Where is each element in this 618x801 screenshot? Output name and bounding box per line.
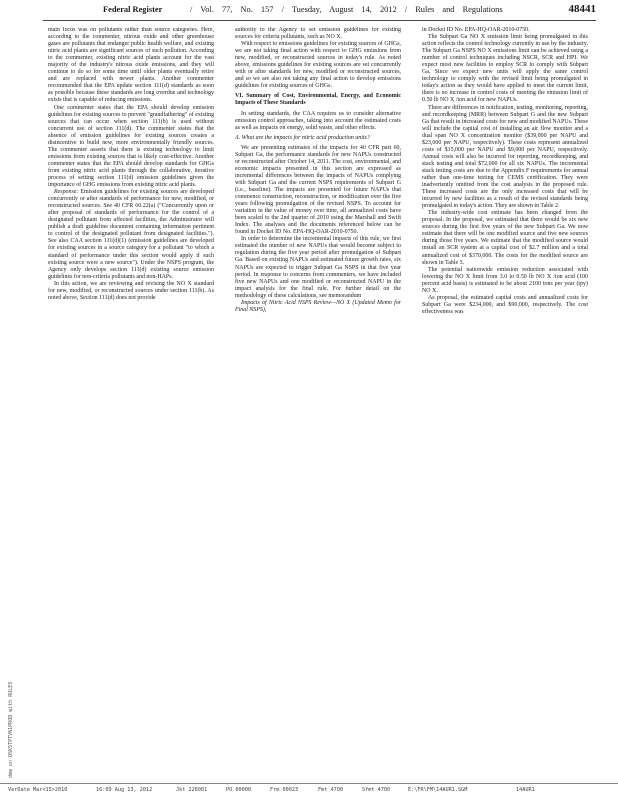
page-number: 48441 [568, 3, 596, 15]
paragraph-text: One commenter states that the EPA should develop emission guidelines for existing sources to prevent "grandfathering" of existing sources that can occur when section 111(b) is used without concurrent use of section 111(d). The commenter states that the absence of emission guidelines for existing sources creates a disincentive to build new, more environmentally friendly sources. The commenter asserts that there is existing technology to limit emissions from existing sources that is likely cost-effective. Another commenter states that the EPA should develop standards for GHGs from existing nitric acid plants through the collaborative, iterative process of setting section 111(d) emission guidelines given the importance of GHG emissions from existing nitric acid plants. [48, 104, 214, 189]
paragraph-text: With respect to emissions guidelines for existing sources of GHGs, we are not taking final action with respect to GHG emissions from new, modified, or reconstructed sources in today's rule. As noted above, emissions guidelines for existing sources are set concurrently with or after standards for new, modified or reconstructed sources, and so we are also not taking any final action to develop emissions guidelines for existing sources of GHGs. [235, 41, 401, 90]
footer-field: 16:09 Aug 13, 2012 [96, 787, 153, 793]
publication-title: Federal Register [103, 5, 163, 14]
footer-field: 14AUR1 [516, 787, 535, 793]
body-paragraph [422, 34, 588, 104]
subsection-heading [235, 135, 401, 142]
issue-line: / Vol. 77, No. 157 / Tuesday, August 14, 2012 / Rules and Regulations [190, 5, 503, 14]
column-middle [235, 27, 401, 772]
paragraph-text: Impacts of Nitric Acid NSPS Review—NO X (Updated Memo for Final NSPS), [235, 299, 401, 313]
paragraph-text: In order to determine the incremental impacts of this rule, we first estimated the number of new NAPUs that would become subject to regulation during the five year period after promulgation of Subpart Ga. Based on existing NAPUs and estimated future growth rates, six NAPUs are expected to trigger Subpart Ga NSPS in that five year period. In response to concerns from commenters, we have included five new NAPUs and one modified or reconstructed NAPU in the impact analysis for the final rule. For further detail on the methodology of these calculations, see memorandum [235, 236, 401, 299]
column-right [422, 27, 588, 772]
paragraph-text: As proposal, the estimated capital costs and annualized costs for Subpart Ga were $234,000, and $90,000, respectively. The cost effectiveness was [422, 294, 588, 315]
footer-field: Fmt 4700 [318, 787, 343, 793]
paragraph-text: authority to the Agency to set emission guidelines for existing sources for criteria pollutants, such as NO X. [235, 27, 401, 41]
paragraph-text: There are differences in notification, testing, monitoring, reporting, and recordkeeping (MRR) between Subpart G and the new Subpart Ga that result in increased costs for new and modified NAPUs. These will include the capital cost of installing an air flow monitor and a dual span NO X concentration monitor ($39,000 per NAPU and $23,000 per NAPU, respectively). These costs represent annualized costs of $15,000 per NAPU and $9,000 per NAPU, respectively. Annual costs will also be incurred for reporting, recordkeeping, and stack testing and total $72,000 for all six NAPUs. The incremental stack testing costs are due to the Appendix F requirements for annual rather than one-time testing for CEMS certification. They were inadvertently omitted from the cost analysis in the proposed rule. These increased costs are the only increased costs that will be incurred by new facilities as a result of the revised standards being promulgated in today's action. They are shown in Table 2. [422, 104, 588, 210]
page-footer [0, 783, 618, 801]
paragraph-text: The industry-wide cost estimate has been changed from the proposal. In the proposal, we estimated that there would be six new sources during the first five years of the new Subpart Ga. We now estimate that there will be one modified source and five new sources during those five years. We estimate that the modified source would install an SCR system at a capital cost of $2.7 million and a total annualized cost of $370,000. The costs for the modified source are shown in Table 3. [422, 210, 588, 266]
gutter-text: dmw on DSK5TPTVN1PROD with RULES [8, 681, 14, 778]
paragraph-text: In this action, we are reviewing and revising the NO X standard for new, modified, or reconstructed sources under section 111(b). As noted above, Section 111(d) does not provide [48, 280, 214, 301]
footer-field: VerDate Mar<15>2010 [8, 787, 68, 793]
body-paragraph [235, 111, 401, 132]
body-paragraph [235, 27, 401, 41]
header-rule [43, 20, 596, 21]
section-heading [235, 93, 401, 107]
footer-field: Frm 00023 [270, 787, 299, 793]
gutter-annotation [8, 520, 32, 778]
body-paragraph [235, 145, 401, 237]
body-paragraph [235, 41, 401, 90]
paragraph-text: in Docket ID No. EPA-HQ-OAR-2010-0750. [422, 27, 530, 33]
paragraph-text: The potential nationwide emission reduction associated with lowering the NO X limit from 3.0 to 0.50 lb NO X /ton acid (100 percent acid basis) is estimated to be about 2100 tons per year (tpy) NO X. [422, 266, 588, 294]
paragraph-text: The Subpart Ga NO X emission limit being promulgated in this action reflects the control technology currently in use by the industry. The Subpart Ga NSPS NO X emissions limit can be achieved using a number of control techniques including NSCR, SCR and HPI. We expect most new facilities to employ SCR to comply with Subpart Ga. Since we expect new units will apply the same control technology to comply with the revised limit being promulgated in today's action as they would have applied to meet the current limit, there is no increase in control costs of meeting the emission limit of 0.50 lb NO X /ton acid for new NAPUs. [422, 34, 588, 104]
page-header [0, 0, 618, 21]
body-paragraph [48, 281, 214, 302]
paragraph-text: VI. Summary of Cost, Environmental, Energy, and Economic Impacts of These Standards [235, 93, 401, 107]
body-paragraph [422, 295, 588, 316]
body-paragraph [422, 105, 588, 211]
body-paragraph [48, 189, 214, 281]
column-left [48, 27, 214, 772]
body-paragraph [235, 300, 401, 314]
footer-field: E:\FR\FM\14AUR1.SGM [408, 787, 468, 793]
body-paragraph [48, 27, 214, 105]
footer-field: Sfmt 4700 [362, 787, 391, 793]
paragraph-text: main focus was on pollutants rather than source categories. Here, according to the commenter, nitrous oxide and other greenhouse gases are pollutants that endanger public health welfare, and existing nitric acid plants are significant sources of such pollution. According to the commenter, existing nitric acid plants account for the vast majority of the industry's nitrous oxide emissions, and they will continue to do so for some time until older plants eventually retire and are replaced with newer plants. Another commenter recommended that the EPA update section 111(d) standards as soon as possible because these standards are long overdue and technology exists that is capable of reducing emissions. [48, 27, 214, 104]
paragraph-text: In setting standards, the CAA requires us to consider alternative emission control approaches, taking into account the estimated costs as well as impacts on energy, solid waste, and other effects. [235, 110, 401, 131]
body-paragraph [235, 236, 401, 299]
body-paragraph [422, 27, 588, 34]
paragraph-text: We are presenting estimates of the impacts for 40 CFR part 60, Subpart Ga, the performance standards for new NAPUs constructed or reconstructed after October 14, 2011. The cost, environmental, and economic impacts presented in this section are expressed as incremental differences between the impacts of NAPUs complying with Subpart Ga and the current NSPS requirements of Subpart G (i.e., baseline). The impacts are presented for future NAPUs that commence construction, reconstruction, or modification over the five years following promulgation of the revised NSPS. To account for variation in the value of money over time, all annualized costs have been scaled to the 2nd quarter of 2010 using the Marshall and Swift Index. The analyses and the documents referenced below can be found in Docket ID No. EPA-HQ-OAR-2010-0750. [235, 144, 401, 236]
paragraph-text: Emission guidelines for existing sources are developed concurrently or after standards of performance for new, modified, or reconstructed sources. See 40 CFR 60.22(a) ("Concurrently upon or after proposal of standards of performance for the control of a designated pollutant from affected facilities, the Administrator will publish a draft guideline document containing information pertinent to control of the designated pollutant from designated facilities."). See also CAA section 111(d)(1) (emission guidelines are developed for existing sources in a source category for a pollutant "to which a standard of performance under this section would apply if such existing source were a new source"). Under the NSPS program, the Agency only develops section 111(d) existing source emission guidelines for non-criteria pollutants and non-HAPs. [48, 189, 214, 280]
footer-field: Jkt 226001 [176, 787, 208, 793]
paragraph-text: A. What are the impacts for nitric acid production units? [235, 134, 370, 141]
response-label: Response: [54, 189, 79, 196]
footer-field: PO 00000 [226, 787, 251, 793]
body-paragraph [48, 105, 214, 190]
body-paragraph [422, 210, 588, 266]
body-paragraph [422, 267, 588, 295]
body-columns [48, 27, 588, 772]
